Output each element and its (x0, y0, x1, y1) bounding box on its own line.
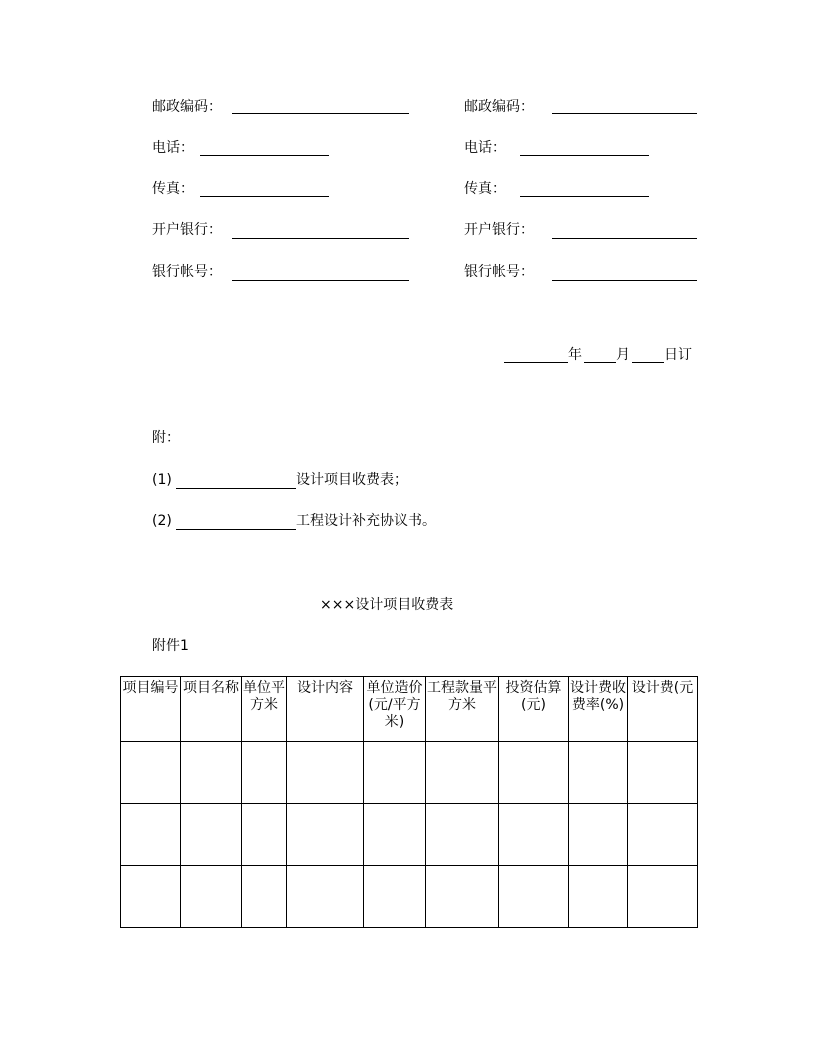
header-investment-estimate: 投资估算(元) (499, 677, 569, 742)
attachment-2-number: (2) (152, 513, 172, 529)
table-cell[interactable] (121, 742, 181, 804)
fee-table (120, 676, 698, 928)
date-month-blank[interactable] (584, 362, 616, 363)
right-phone-label: 电话： (464, 140, 506, 156)
table-cell[interactable] (364, 804, 426, 866)
left-fax-blank[interactable] (200, 196, 329, 197)
table-cell[interactable] (628, 742, 698, 804)
right-account-label: 银行帐号： (464, 264, 534, 280)
table-cell[interactable] (426, 742, 499, 804)
attachment-2-blank[interactable] (176, 529, 296, 530)
right-fax-blank[interactable] (520, 196, 649, 197)
header-design-fee: 设计费(元 (628, 677, 698, 742)
table-cell[interactable] (181, 742, 242, 804)
right-fax-label: 传真： (464, 181, 506, 197)
right-postcode-label: 邮政编码： (464, 99, 534, 115)
date-year-blank[interactable] (504, 362, 568, 363)
table-cell[interactable] (499, 866, 569, 928)
left-postcode-label: 邮政编码： (152, 99, 222, 115)
table-cell[interactable] (569, 804, 628, 866)
table-cell[interactable] (287, 804, 364, 866)
attachment-1-blank[interactable] (176, 488, 296, 489)
header-fee-rate: 设计费收费率(%) (569, 677, 628, 742)
header-work-quantity: 工程款量平方米 (426, 677, 499, 742)
table-cell[interactable] (499, 804, 569, 866)
table-cell[interactable] (121, 866, 181, 928)
attachment-1-text: 设计项目收费表； (296, 472, 408, 488)
table-cell[interactable] (569, 742, 628, 804)
table-row (121, 804, 698, 866)
table-cell[interactable] (499, 742, 569, 804)
table-cell[interactable] (426, 866, 499, 928)
table-cell[interactable] (181, 804, 242, 866)
header-unit-sqm: 单位平方米 (242, 677, 287, 742)
left-bank-label: 开户银行： (152, 222, 222, 238)
left-phone-blank[interactable] (200, 155, 329, 156)
table-cell[interactable] (121, 804, 181, 866)
right-phone-blank[interactable] (520, 155, 649, 156)
table-cell[interactable] (426, 804, 499, 866)
table-cell[interactable] (364, 742, 426, 804)
attachments-heading: 附： (152, 430, 180, 446)
right-postcode-blank[interactable] (552, 113, 697, 114)
left-account-blank[interactable] (232, 280, 409, 281)
header-unit-cost: 单位造价(元/平方米) (364, 677, 426, 742)
table-cell[interactable] (287, 742, 364, 804)
table-row (121, 742, 698, 804)
table-header-row (121, 677, 698, 742)
table-cell[interactable] (569, 866, 628, 928)
table-row (121, 866, 698, 928)
right-bank-label: 开户银行： (464, 222, 534, 238)
table-cell[interactable] (628, 866, 698, 928)
left-phone-label: 电话： (152, 140, 194, 156)
date-month-label: 月 (616, 347, 630, 363)
table-cell[interactable] (287, 866, 364, 928)
date-day-blank[interactable] (632, 362, 664, 363)
date-day-label: 日订 (664, 347, 692, 363)
attachment-label: 附件1 (152, 638, 189, 654)
right-account-blank[interactable] (552, 280, 697, 281)
header-project-name: 项目名称 (181, 677, 242, 742)
left-postcode-blank[interactable] (232, 113, 409, 114)
table-cell[interactable] (364, 866, 426, 928)
header-design-content: 设计内容 (287, 677, 364, 742)
attachment-2-text: 工程设计补充协议书。 (296, 513, 436, 529)
table-title: ×××设计项目收费表 (320, 597, 454, 613)
date-year-label: 年 (568, 347, 582, 363)
table-cell[interactable] (242, 866, 287, 928)
table-cell[interactable] (242, 804, 287, 866)
right-bank-blank[interactable] (552, 238, 697, 239)
left-bank-blank[interactable] (232, 238, 409, 239)
left-account-label: 银行帐号： (152, 264, 222, 280)
table-cell[interactable] (181, 866, 242, 928)
attachment-1-number: (1) (152, 472, 172, 488)
table-cell[interactable] (628, 804, 698, 866)
left-fax-label: 传真： (152, 181, 194, 197)
header-project-number: 项目编号 (121, 677, 181, 742)
table-cell[interactable] (242, 742, 287, 804)
